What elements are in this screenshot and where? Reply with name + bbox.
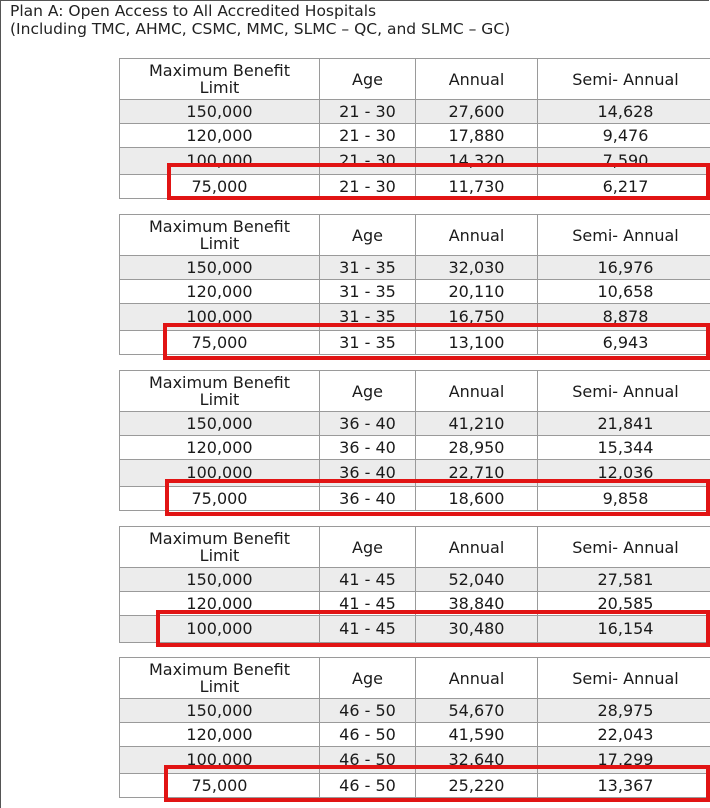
cell-benefit: 100,000 <box>120 616 320 643</box>
cell-semi-annual: 16,976 <box>538 256 710 280</box>
cell-annual: 25,220 <box>416 774 538 798</box>
cell-benefit: 120,000 <box>120 124 320 148</box>
cell-age: 31 - 35 <box>320 304 416 331</box>
cell-semi-annual: 6,943 <box>538 331 710 355</box>
highlight-box-75000-36-40 <box>165 479 710 516</box>
cell-age: 21 - 30 <box>320 175 416 199</box>
cell-semi-annual: 8,878 <box>538 304 710 331</box>
plan-title: Plan A: Open Access to All Accredited Hospitals <box>10 2 377 20</box>
cell-semi-annual: 22,043 <box>538 723 710 747</box>
cell-annual: 30,480 <box>416 616 538 643</box>
cell-benefit: 150,000 <box>120 256 320 280</box>
cell-age: 31 - 35 <box>320 280 416 304</box>
cell-benefit: 75,000 <box>120 487 320 511</box>
highlight-box-75000-21-30 <box>167 163 710 200</box>
table-header-row <box>120 371 710 412</box>
cell-semi-annual: 20,585 <box>538 592 710 616</box>
table-header-row <box>120 215 710 256</box>
header-benefit-limit: Maximum Benefit Limit <box>120 59 320 100</box>
cell-age: 41 - 45 <box>320 592 416 616</box>
cell-annual: 32,640 <box>416 747 538 774</box>
table-row <box>120 699 710 723</box>
cell-semi-annual: 16,154 <box>538 616 710 643</box>
cell-semi-annual: 27,581 <box>538 568 710 592</box>
table-row <box>120 100 710 124</box>
table-row <box>120 256 710 280</box>
header-benefit-limit: Maximum Benefit Limit <box>120 371 320 412</box>
cell-semi-annual: 10,658 <box>538 280 710 304</box>
cell-annual: 41,210 <box>416 412 538 436</box>
header-annual: Annual <box>416 371 538 412</box>
header-semi-annual: Semi- Annual <box>538 371 710 412</box>
cell-age: 21 - 30 <box>320 124 416 148</box>
cell-age: 46 - 50 <box>320 747 416 774</box>
cell-age: 21 - 30 <box>320 148 416 175</box>
cell-semi-annual: 13,367 <box>538 774 710 798</box>
header-semi-annual: Semi- Annual <box>538 59 710 100</box>
cell-age: 46 - 50 <box>320 723 416 747</box>
header-semi-annual: Semi- Annual <box>538 215 710 256</box>
cell-annual: 18,600 <box>416 487 538 511</box>
header-annual: Annual <box>416 59 538 100</box>
header-benefit-limit: Maximum Benefit Limit <box>120 215 320 256</box>
cell-annual: 27,600 <box>416 100 538 124</box>
cell-benefit: 100,000 <box>120 747 320 774</box>
cell-annual: 54,670 <box>416 699 538 723</box>
header-annual: Annual <box>416 527 538 568</box>
table-header-row <box>120 59 710 100</box>
header-benefit-limit: Maximum Benefit Limit <box>120 658 320 699</box>
cell-age: 31 - 35 <box>320 256 416 280</box>
cell-benefit: 100,000 <box>120 460 320 487</box>
cell-semi-annual: 9,858 <box>538 487 710 511</box>
cell-age: 31 - 35 <box>320 331 416 355</box>
cell-annual: 32,030 <box>416 256 538 280</box>
cell-benefit: 100,000 <box>120 304 320 331</box>
table-row <box>120 412 710 436</box>
cell-benefit: 150,000 <box>120 412 320 436</box>
cell-age: 36 - 40 <box>320 460 416 487</box>
cell-annual: 17,880 <box>416 124 538 148</box>
cell-age: 21 - 30 <box>320 100 416 124</box>
cell-annual: 38,840 <box>416 592 538 616</box>
header-age: Age <box>320 371 416 412</box>
cell-benefit: 120,000 <box>120 723 320 747</box>
cell-age: 36 - 40 <box>320 412 416 436</box>
cell-annual: 41,590 <box>416 723 538 747</box>
cell-semi-annual: 7,590 <box>538 148 710 175</box>
cell-benefit: 75,000 <box>120 774 320 798</box>
cell-semi-annual: 9,476 <box>538 124 710 148</box>
cell-benefit: 150,000 <box>120 568 320 592</box>
table-row <box>120 723 710 747</box>
cell-semi-annual: 12,036 <box>538 460 710 487</box>
table-row <box>120 436 710 460</box>
header-age: Age <box>320 215 416 256</box>
cell-annual: 52,040 <box>416 568 538 592</box>
table-row <box>120 568 710 592</box>
cell-semi-annual: 17,299 <box>538 747 710 774</box>
cell-benefit: 120,000 <box>120 436 320 460</box>
cell-annual: 28,950 <box>416 436 538 460</box>
plan-heading <box>10 2 510 38</box>
cell-annual: 22,710 <box>416 460 538 487</box>
header-annual: Annual <box>416 215 538 256</box>
table-header-row <box>120 658 710 699</box>
plan-subtitle: (Including TMC, AHMC, CSMC, MMC, SLMC – QC, and SLMC – GC) <box>10 20 511 38</box>
cell-semi-annual: 15,344 <box>538 436 710 460</box>
header-age: Age <box>320 658 416 699</box>
cell-benefit: 75,000 <box>120 331 320 355</box>
header-benefit-limit: Maximum Benefit Limit <box>120 527 320 568</box>
cell-age: 36 - 40 <box>320 436 416 460</box>
cell-benefit: 150,000 <box>120 699 320 723</box>
cell-semi-annual: 6,217 <box>538 175 710 199</box>
table-row <box>120 124 710 148</box>
highlight-box-75000-31-35 <box>163 323 710 360</box>
table-row <box>120 280 710 304</box>
cell-benefit: 100,000 <box>120 148 320 175</box>
cell-semi-annual: 28,975 <box>538 699 710 723</box>
cell-age: 36 - 40 <box>320 487 416 511</box>
cell-benefit: 75,000 <box>120 175 320 199</box>
header-age: Age <box>320 527 416 568</box>
cell-benefit: 120,000 <box>120 592 320 616</box>
cell-annual: 13,100 <box>416 331 538 355</box>
header-age: Age <box>320 59 416 100</box>
cell-age: 46 - 50 <box>320 774 416 798</box>
cell-age: 41 - 45 <box>320 568 416 592</box>
cell-annual: 11,730 <box>416 175 538 199</box>
header-semi-annual: Semi- Annual <box>538 527 710 568</box>
highlight-box-75000-46-50 <box>164 765 710 802</box>
cell-semi-annual: 14,628 <box>538 100 710 124</box>
highlight-box-100000-41-45 <box>156 610 710 647</box>
cell-age: 46 - 50 <box>320 699 416 723</box>
cell-benefit: 120,000 <box>120 280 320 304</box>
cell-benefit: 150,000 <box>120 100 320 124</box>
header-annual: Annual <box>416 658 538 699</box>
cell-annual: 16,750 <box>416 304 538 331</box>
table-header-row <box>120 527 710 568</box>
cell-age: 41 - 45 <box>320 616 416 643</box>
header-semi-annual: Semi- Annual <box>538 658 710 699</box>
cell-annual: 14,320 <box>416 148 538 175</box>
cell-annual: 20,110 <box>416 280 538 304</box>
cell-semi-annual: 21,841 <box>538 412 710 436</box>
